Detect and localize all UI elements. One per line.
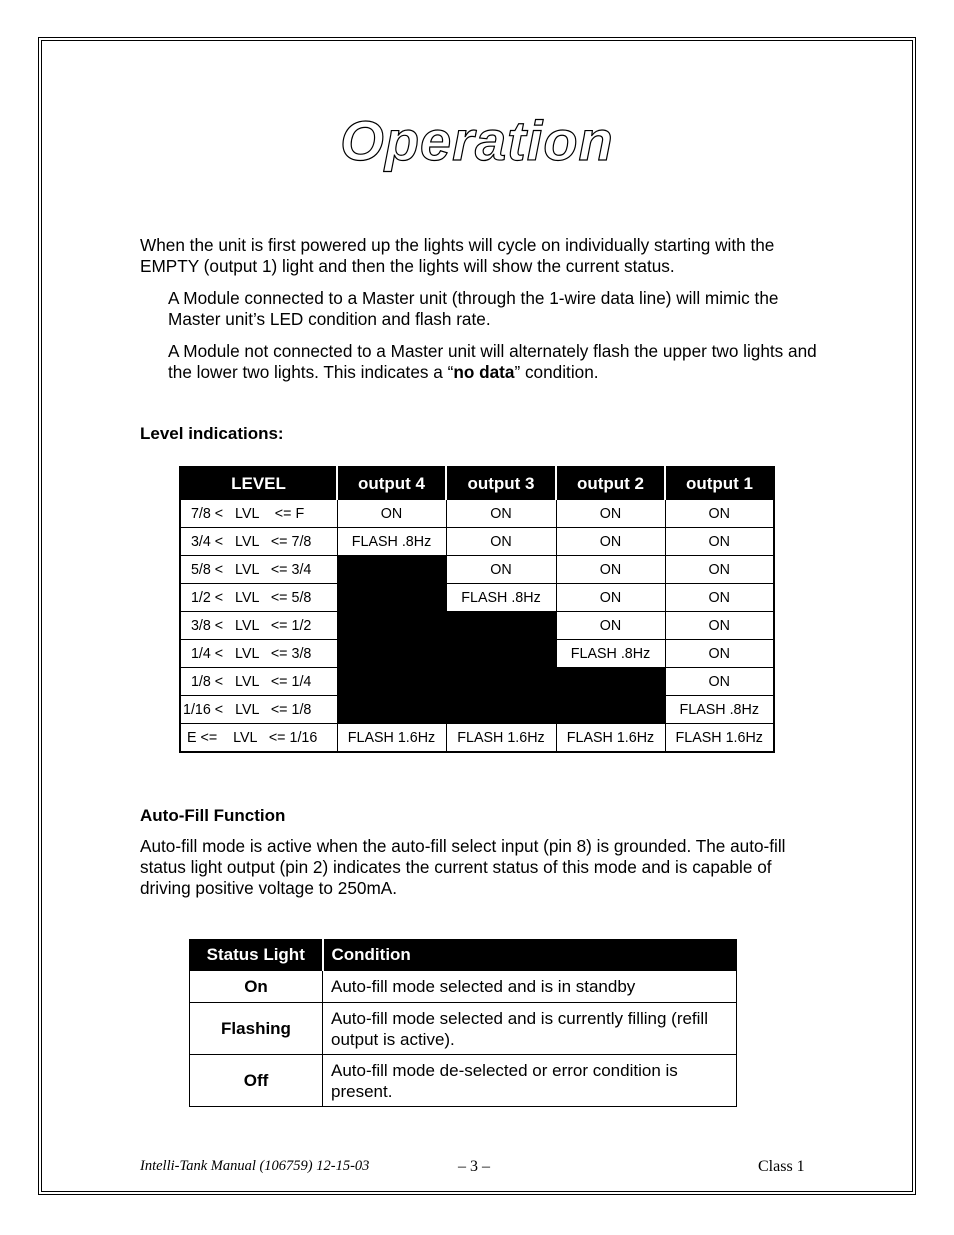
intro-paragraph-3 [168, 341, 828, 383]
off-cell [337, 556, 446, 584]
status-cell: On [190, 971, 323, 1003]
off-cell [337, 640, 446, 668]
output-cell: ON [665, 612, 774, 640]
output-cell: FLASH 1.6Hz [665, 724, 774, 753]
intro-paragraph-3-start: A Module not connected to a Master unit will alternately flash the upper two lights and the lower two lights. This indicates a “ [168, 341, 817, 382]
table-row [180, 528, 774, 556]
off-cell [446, 696, 556, 724]
output-cell: FLASH 1.6Hz [556, 724, 665, 753]
output-cell: ON [665, 500, 774, 528]
output-cell: FLASH .8Hz [337, 528, 446, 556]
auto-fill-paragraph: Auto-fill mode is active when the auto-fill select input (pin 8) is grounded. The auto-fill status light output (pin 2) indicates the current status of this mode and is capable of driving positive voltage to 250mA. [140, 836, 786, 898]
status-cell: Off [190, 1055, 323, 1107]
level-range-cell: 3/8 < LVL <= 1/2 [180, 612, 337, 640]
no-data-emphasis: no data [453, 362, 515, 382]
table-row [180, 696, 774, 724]
table-row [190, 1003, 737, 1055]
output-cell: ON [665, 528, 774, 556]
output-cell: ON [556, 584, 665, 612]
output-3-header: output 3 [446, 467, 556, 500]
off-cell [446, 612, 556, 640]
level-range-cell: 1/16 < LVL <= 1/8 [180, 696, 337, 724]
output-cell: ON [446, 500, 556, 528]
footer-page-number: – 3 – [458, 1158, 490, 1175]
table-row [190, 971, 737, 1003]
output-cell: ON [665, 584, 774, 612]
level-range-cell: 5/8 < LVL <= 3/4 [180, 556, 337, 584]
table-row [180, 584, 774, 612]
output-cell: ON [665, 556, 774, 584]
off-cell [446, 640, 556, 668]
output-cell: FLASH .8Hz [446, 584, 556, 612]
footer-manual-title: Intelli-Tank Manual (106759) 12-15-03 [140, 1158, 370, 1174]
condition-header: Condition [323, 940, 737, 971]
intro-paragraph-2: A Module connected to a Master unit (through the 1-wire data line) will mimic the Master unit’s LED condition and flash rate. [168, 288, 779, 329]
off-cell [556, 696, 665, 724]
output-2-header: output 2 [556, 467, 665, 500]
level-indications-table [179, 466, 775, 753]
off-cell [556, 668, 665, 696]
table-row [180, 612, 774, 640]
condition-cell: Auto-fill mode selected and is in standby [323, 971, 737, 1003]
intro-paragraph-3-end: ” condition. [514, 362, 599, 382]
status-light-table [189, 939, 737, 1107]
status-light-header: Status Light [190, 940, 323, 971]
table-row [180, 668, 774, 696]
output-cell: ON [446, 556, 556, 584]
off-cell [337, 612, 446, 640]
output-cell: ON [337, 500, 446, 528]
output-cell: FLASH 1.6Hz [337, 724, 446, 753]
status-cell: Flashing [190, 1003, 323, 1055]
output-cell: ON [556, 500, 665, 528]
output-cell: ON [665, 668, 774, 696]
output-cell: ON [665, 640, 774, 668]
level-range-cell: E <= LVL <= 1/16 [180, 724, 337, 753]
level-range-cell: 7/8 < LVL <= F [180, 500, 337, 528]
level-indications-heading: Level indications: [140, 424, 284, 443]
intro-paragraph-1: When the unit is first powered up the lights will cycle on individually starting with the EMPTY (output 1) light and then the lights will show the current status. [140, 235, 775, 276]
auto-fill-heading: Auto-Fill Function [140, 806, 286, 825]
status-table-header-row [190, 940, 737, 971]
condition-cell: Auto-fill mode selected and is currently filling (refill output is active). [323, 1003, 737, 1055]
output-cell: ON [556, 556, 665, 584]
output-cell: FLASH .8Hz [556, 640, 665, 668]
output-cell: FLASH 1.6Hz [446, 724, 556, 753]
output-1-header: output 1 [665, 467, 774, 500]
output-cell: ON [446, 528, 556, 556]
table-row [180, 556, 774, 584]
output-cell: ON [556, 612, 665, 640]
level-range-cell: 1/8 < LVL <= 1/4 [180, 668, 337, 696]
off-cell [337, 668, 446, 696]
table-row [190, 1055, 737, 1107]
output-cell: ON [556, 528, 665, 556]
footer-class: Class 1 [758, 1158, 805, 1175]
off-cell [337, 584, 446, 612]
level-range-cell: 3/4 < LVL <= 7/8 [180, 528, 337, 556]
off-cell [337, 696, 446, 724]
output-4-header: output 4 [337, 467, 446, 500]
page-title: Operation [340, 109, 614, 172]
level-range-cell: 1/4 < LVL <= 3/8 [180, 640, 337, 668]
level-range-cell: 1/2 < LVL <= 5/8 [180, 584, 337, 612]
table-row [180, 640, 774, 668]
output-cell: FLASH .8Hz [665, 696, 774, 724]
table-row [180, 724, 774, 753]
level-table-header-row [180, 467, 774, 500]
level-header: LEVEL [180, 467, 337, 500]
off-cell [446, 668, 556, 696]
table-row [180, 500, 774, 528]
condition-cell: Auto-fill mode de-selected or error condition is present. [323, 1055, 737, 1107]
